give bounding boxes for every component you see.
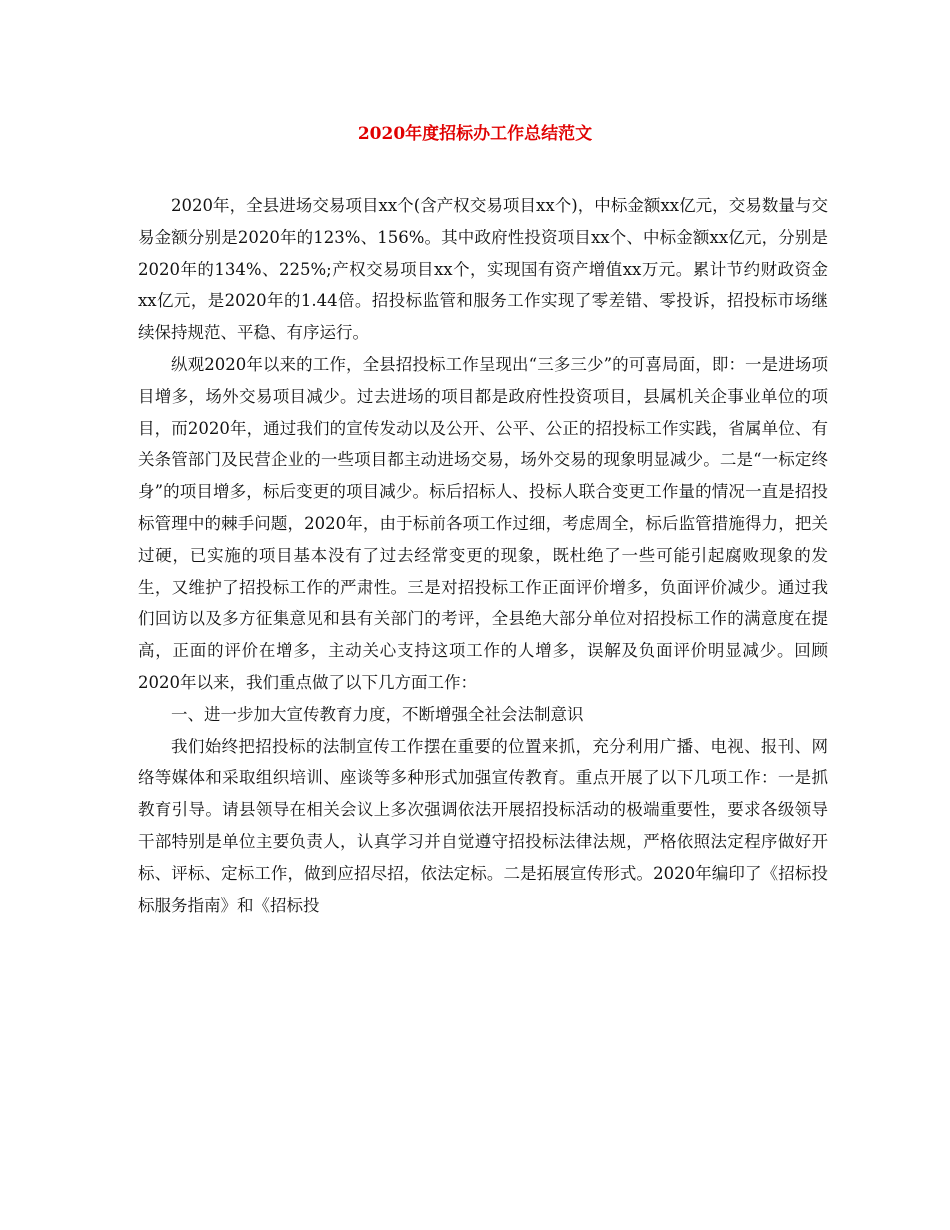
paragraph-section-1: 我们始终把招投标的法制宣传工作摆在重要的位置来抓，充分利用广播、电视、报刊、网络等媒体和采取组织培训、座谈等多种形式加强宣传教育。重点开展了以下几项工作：一是抓教育引导。请县领导在相关会议上多次强调依法开展招投标活动的极端重要性，要求各级领导干部特别是单位主要负责人，认真学习并自觉遵守招投标法律法规，严格依照法定程序做好开标、评标、定标工作，做到应招尽招，依法定标。二是拓展宣传形式。2020年编印了《招标投标服务指南》和《招标投 (138, 736, 828, 915)
paragraph-summary: 2020年，全县进场交易项目xx个(含产权交易项目xx个)，中标金额xx亿元，交易数量与交易金额分别是2020年的123%、156%。其中政府性投资项目xx个、中标金额xx亿元，分别是2020年的134%、225%;产权交易项目xx个，实现国有资产增值xx万元。累计节约财政资金xx亿元，是2020年的1.44倍。招投标监管和服务工作实现了零差错、零投诉，招投标市场继续保持规范、平稳、有序运行。 (138, 196, 828, 343)
document-title: 2020年度招标办工作总结范文 (357, 124, 593, 144)
paragraph-overview: 纵观2020年以来的工作，全县招投标工作呈现出“三多三少”的可喜局面，即：一是进场项目增多，场外交易项目减少。过去进场的项目都是政府性投资项目，县属机关企事业单位的项目，而2020年，通过我们的宣传发动以及公开、公平、公正的招投标工作实践，省属单位、有关条管部门及民营企业的一些项目都主动进场交易，场外交易的现象明显减少。二是“一标定终身”的项目增多，标后变更的项目减少。标后招标人、投标人联合变更工作量的情况一直是招投标管理中的棘手问题，2020年，由于标前各项工作过细，考虑周全，标后监管措施得力，把关过硬，已实施的项目基本没有了过去经常变更的现象，既杜绝了一些可能引起腐败现象的发生，又维护了招投标工作的严肃性。三是对招投标工作正面评价增多，负面评价减少。通过我们回访以及多方征集意见和县有关部门的考评，全县绝大部分单位对招投标工作的满意度在提高，正面的评价在增多，主动关心支持这项工作的人增多，误解及负面评价明显减少。回顾2020年以来，我们重点做了以下几方面工作： (138, 354, 828, 692)
document-body (138, 190, 828, 921)
section-heading: 一、进一步加大宣传教育力度，不断增强全社会法制意识 (171, 704, 584, 724)
